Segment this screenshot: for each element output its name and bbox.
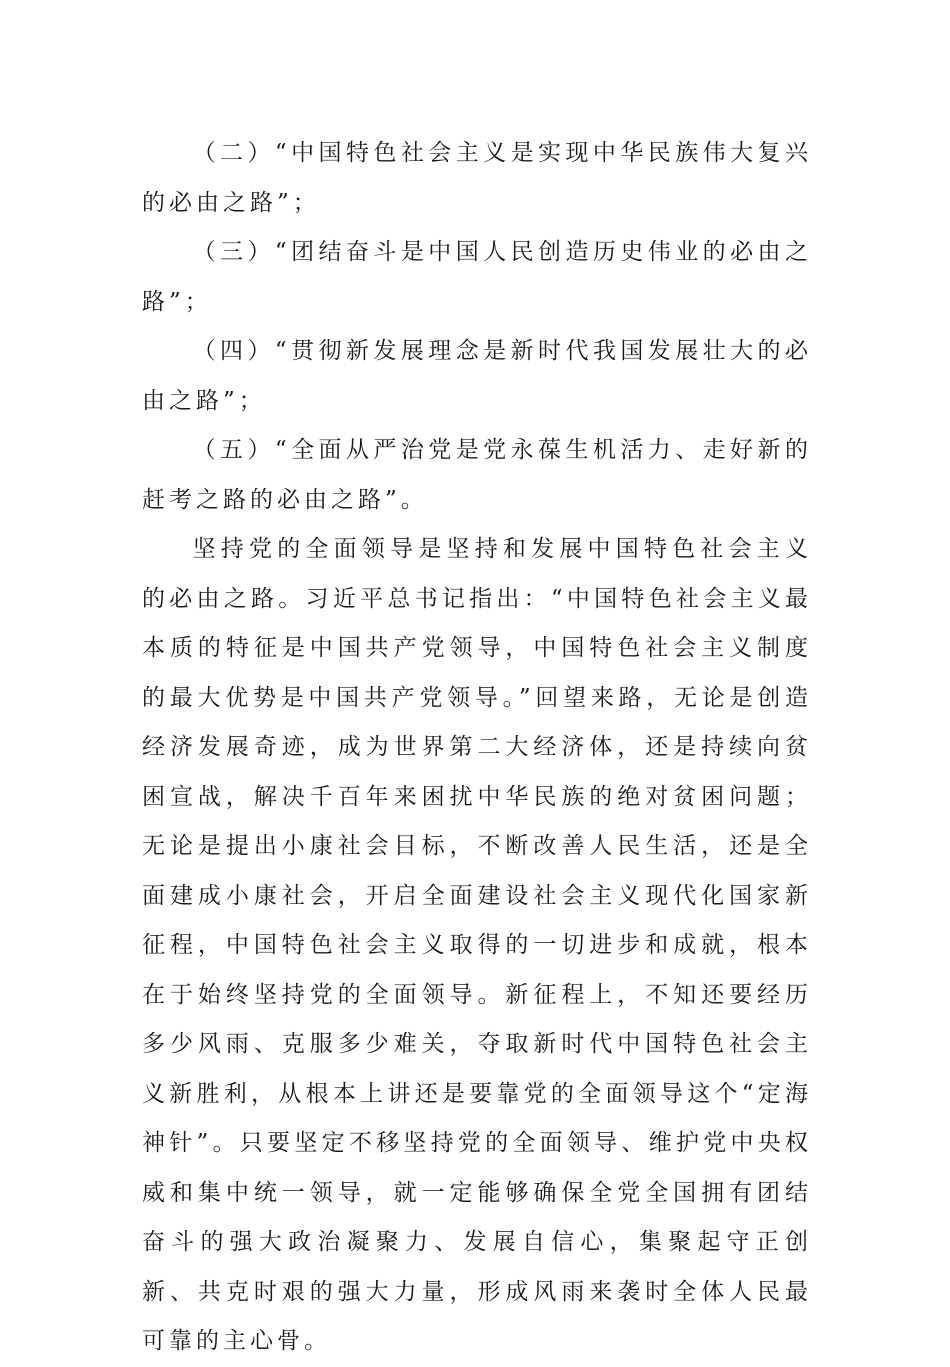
list-item-5: （五）“全面从严治党是党永葆生机活力、走好新的赶考之路的必由之路”。	[142, 437, 812, 513]
document-body	[142, 129, 812, 1367]
list-item-2: （二）“中国特色社会主义是实现中华民族伟大复兴的必由之路”；	[142, 140, 812, 216]
list-item-4: （四）“贯彻新发展理念是新时代我国发展壮大的必由之路”；	[142, 338, 812, 414]
body-paragraph: 坚持党的全面领导是坚持和发展中国特色社会主义的必由之路。习近平总书记指出：“中国特色社会主义最本质的特征是中国共产党领导，中国特色社会主义制度的最大优势是中国共产党领导。”回望来路，无论是创造经济发展奇迹，成为世界第二大经济体，还是持续向贫困宣战，解决千百年来困扰中华民族的绝对贫困问题；无论是提出小康社会目标，不断改善人民生活，还是全面建成小康社会，开启全面建设社会主义现代化国家新征程，中国特色社会主义取得的一切进步和成就，根本在于始终坚持党的全面领导。新征程上，不知还要经历多少风雨、克服多少难关，夺取新时代中国特色社会主义新胜利，从根本上讲还是要靠党的全面领导这个“定海神针”。只要坚定不移坚持党的全面领导、维护党中央权威和集中统一领导，就一定能够确保全党全国拥有团结奋斗的强大政治凝聚力、发展自信心，集聚起守正创新、共克时艰的强大力量，形成风雨来袭时全体人民最可靠的主心骨。	[142, 536, 812, 1354]
list-item-3: （三）“团结奋斗是中国人民创造历史伟业的必由之路”；	[142, 239, 812, 315]
